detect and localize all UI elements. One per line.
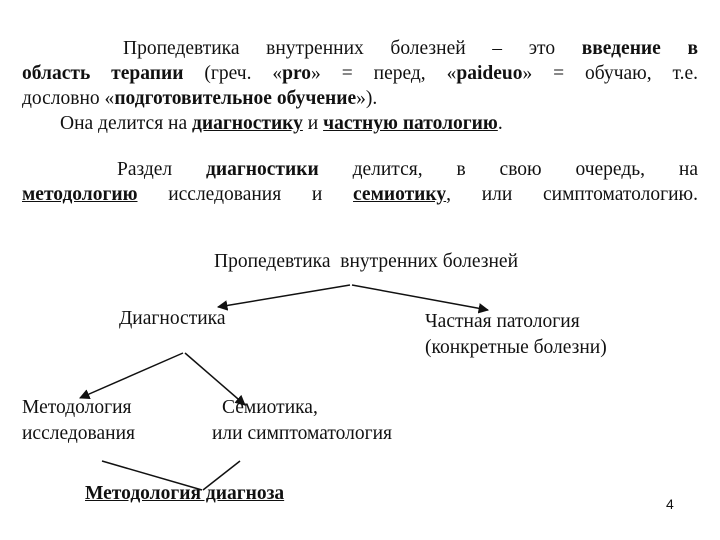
diagram-methodology-line2: исследования bbox=[22, 423, 135, 444]
diag-text-3: исследования и bbox=[137, 184, 354, 205]
diagram-methodology-line1: Методология bbox=[22, 397, 132, 418]
diagram-diagnostics: Диагностика bbox=[119, 308, 226, 329]
term-pathology: частную патологию bbox=[323, 113, 498, 134]
page-number: 4 bbox=[666, 496, 674, 512]
arrow-diagnostics-to-methodology bbox=[80, 353, 183, 398]
division-text-1: Она делится на bbox=[60, 113, 193, 134]
def-bold-paideuo: paideuo bbox=[456, 63, 523, 84]
term-semiotics: семиотику bbox=[353, 184, 447, 205]
division-text-2: и bbox=[302, 113, 324, 134]
diagram-semiotics-line2: или симптоматология bbox=[212, 423, 392, 444]
diag-text-1: Раздел bbox=[117, 159, 207, 180]
diagram-root: Пропедевтика внутренних болезней bbox=[214, 251, 519, 272]
def-bold-therapy: область терапии bbox=[22, 63, 184, 84]
def-bold-intro: введение в bbox=[581, 38, 698, 59]
diag-text-4: , или симптоматологию. bbox=[446, 184, 698, 205]
diagram-semiotics-line1: Семиотика, bbox=[222, 397, 318, 418]
def-bold-prep: подготовительное обучение bbox=[114, 88, 357, 109]
diag-bold: диагностики bbox=[206, 159, 319, 180]
term-methodology: методологию bbox=[22, 184, 138, 205]
arrow-root-to-pathology bbox=[352, 285, 488, 310]
division-text-3: . bbox=[497, 113, 503, 134]
arrow-root-to-diagnostics bbox=[218, 285, 350, 307]
def-text-4: » = обучаю, т.е. bbox=[522, 63, 698, 84]
def-text-3: » = перед, « bbox=[311, 63, 457, 84]
diagram-pathology-line2: (конкретные болезни) bbox=[425, 337, 607, 358]
def-bold-pro: pro bbox=[282, 63, 312, 84]
def-text-6: »). bbox=[356, 88, 378, 109]
diag-text-2: делится, в свою очередь, на bbox=[318, 159, 698, 180]
def-text-2: (греч. « bbox=[183, 63, 283, 84]
diagram-diagnosis-method: Методология диагноза bbox=[85, 483, 285, 504]
def-text-5: дословно « bbox=[22, 88, 115, 109]
def-text-1: Пропедевтика внутренних болезней – это bbox=[123, 38, 582, 59]
diagram-pathology-line1: Частная патология bbox=[425, 311, 580, 332]
term-diagnostics: диагностику bbox=[192, 113, 303, 134]
